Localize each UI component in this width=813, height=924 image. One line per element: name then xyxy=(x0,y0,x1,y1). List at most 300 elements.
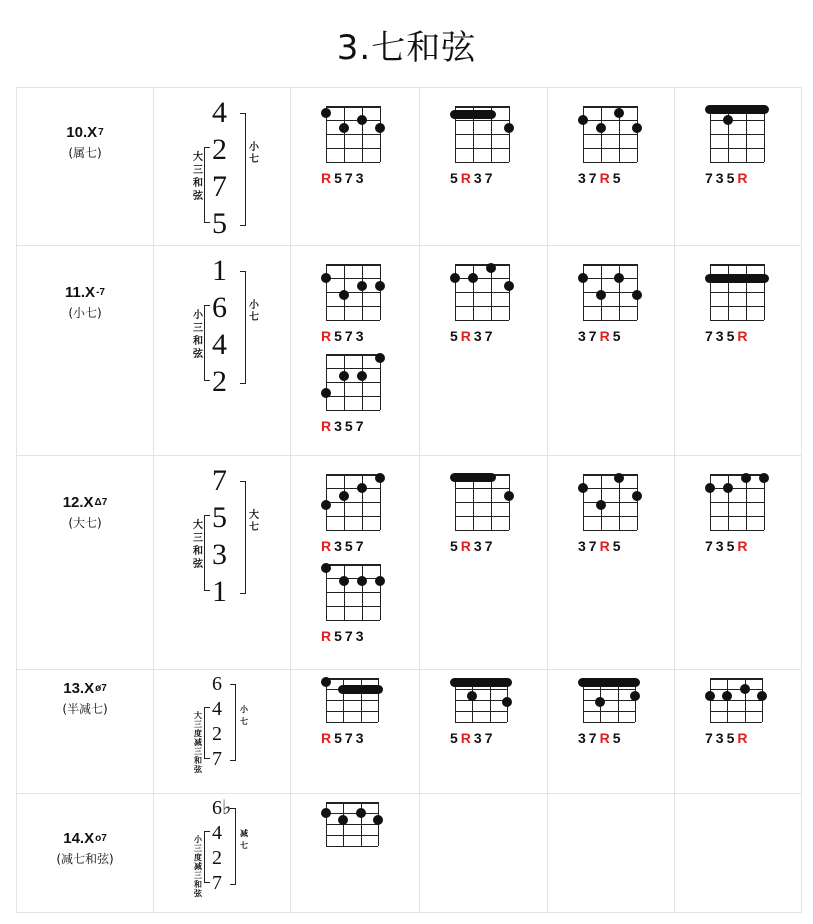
string-line xyxy=(764,106,765,162)
tone-label: R xyxy=(460,328,474,344)
finger-dot xyxy=(578,483,588,493)
finger-dot xyxy=(373,815,383,825)
chord-diagram xyxy=(321,802,383,876)
chord-chinese-name: (减七和弦) xyxy=(56,852,114,866)
tone-label: 7 xyxy=(344,328,356,344)
chord-diagram xyxy=(705,264,769,350)
chord-row xyxy=(17,794,802,913)
chord-name-cell xyxy=(17,456,154,670)
tone-label: R xyxy=(460,170,474,186)
tone-label: R xyxy=(599,170,613,186)
string-line xyxy=(380,264,381,320)
degree-number: 1 xyxy=(212,254,227,287)
finger-dot xyxy=(740,684,750,694)
chord-cell xyxy=(420,794,548,913)
tone-label: 7 xyxy=(588,328,600,344)
barre-marker xyxy=(450,473,496,482)
chord-chinese-name: (大七) xyxy=(68,516,102,530)
fret-line xyxy=(326,382,380,383)
finger-dot xyxy=(357,483,367,493)
finger-dot xyxy=(578,273,588,283)
chord-suffix: ø7 xyxy=(95,683,107,694)
tone-label: 7 xyxy=(588,730,600,746)
finger-dot xyxy=(321,563,331,573)
degree-cell xyxy=(154,456,291,670)
degree-number: 4 xyxy=(212,96,227,129)
tone-label: 5 xyxy=(344,418,356,434)
chord-suffix: o7 xyxy=(95,833,107,844)
finger-dot xyxy=(468,273,478,283)
degree-number: 7 xyxy=(212,748,222,770)
degree-cell xyxy=(154,670,291,794)
chord-tones xyxy=(321,730,367,746)
chord-chinese-name: (属七) xyxy=(68,146,102,160)
chord-symbol xyxy=(17,680,153,697)
finger-dot xyxy=(375,576,385,586)
chord-cell xyxy=(291,88,420,246)
fret-line xyxy=(583,700,635,701)
tone-label: 5 xyxy=(450,538,461,554)
fret-line xyxy=(455,502,509,503)
finger-dot xyxy=(596,123,606,133)
fret-line xyxy=(326,410,380,411)
finger-dot xyxy=(339,290,349,300)
nut-line xyxy=(326,802,378,804)
finger-dot xyxy=(632,290,642,300)
tone-label: 5 xyxy=(334,170,345,186)
page-title: 3.七和弦 xyxy=(336,28,477,68)
finger-dot xyxy=(321,808,331,818)
seventh-bracket xyxy=(230,684,236,761)
chord-tones xyxy=(450,170,496,186)
finger-dot xyxy=(357,281,367,291)
finger-dot xyxy=(357,115,367,125)
fret-line xyxy=(710,711,762,712)
triad-bracket xyxy=(204,515,210,591)
fret-line xyxy=(583,530,637,531)
fret-line xyxy=(326,711,378,712)
chord-tones xyxy=(321,328,367,344)
chord-chinese-name: (半减七) xyxy=(62,702,108,716)
chord-table xyxy=(16,87,802,913)
chord-cell xyxy=(675,794,802,913)
chord-name-cell xyxy=(17,670,154,794)
fret-line xyxy=(455,516,509,517)
fret-line xyxy=(326,578,380,579)
degree-cell xyxy=(154,246,291,456)
tone-label: 7 xyxy=(705,328,716,344)
finger-dot xyxy=(722,691,732,701)
tone-label: 3 xyxy=(334,418,345,434)
finger-dot xyxy=(723,483,733,493)
tone-label: 3 xyxy=(355,328,367,344)
finger-dot xyxy=(339,371,349,381)
tone-label: R xyxy=(737,328,751,344)
fret-line xyxy=(710,502,764,503)
barre-marker xyxy=(450,678,512,687)
fret-line xyxy=(326,396,380,397)
chord-tones xyxy=(321,628,367,644)
degree-cell xyxy=(154,794,291,913)
chord-label: 11.X xyxy=(65,284,96,301)
tone-label: 3 xyxy=(578,538,589,554)
degree-stack xyxy=(154,246,291,455)
chord-symbol xyxy=(17,494,153,511)
chord-name-cell xyxy=(17,246,154,456)
fret-line xyxy=(326,292,380,293)
fret-line xyxy=(583,320,637,321)
nut-line xyxy=(326,474,380,476)
chord-cell xyxy=(420,456,548,670)
tone-label: 3 xyxy=(578,328,589,344)
seventh-bracket xyxy=(240,481,246,594)
fret-line xyxy=(326,162,380,163)
finger-dot xyxy=(467,691,477,701)
finger-dot xyxy=(375,473,385,483)
barre-marker xyxy=(450,110,496,119)
chord-chinese-name: (小七) xyxy=(68,306,102,320)
chord-name xyxy=(17,680,153,717)
fret-line xyxy=(710,134,764,135)
chord-diagram xyxy=(450,474,514,560)
chord-cell xyxy=(675,670,802,794)
degree-number: 2 xyxy=(212,365,227,398)
fret-line xyxy=(326,134,380,135)
nut-line xyxy=(326,564,380,566)
seventh-bracket xyxy=(240,113,246,226)
fret-line xyxy=(583,120,637,121)
tone-label: R xyxy=(460,538,474,554)
finger-dot xyxy=(356,808,366,818)
tone-label: R xyxy=(737,730,751,746)
nut-line xyxy=(326,678,378,680)
triad-label: 大三和弦 xyxy=(193,520,203,570)
seventh-label: 减七 xyxy=(240,829,248,850)
chord-symbol xyxy=(17,124,153,141)
finger-dot xyxy=(321,677,331,687)
triad-bracket xyxy=(204,305,210,381)
finger-dot xyxy=(723,115,733,125)
fret-line xyxy=(583,148,637,149)
nut-line xyxy=(583,106,637,108)
string-line xyxy=(380,106,381,162)
chord-diagram xyxy=(321,354,385,440)
fret-line xyxy=(583,278,637,279)
fret-line xyxy=(326,502,380,503)
fret-line xyxy=(455,120,509,121)
tone-label: 5 xyxy=(450,730,461,746)
chord-label: 12.X xyxy=(62,494,94,511)
fret-line xyxy=(710,700,762,701)
fret-line xyxy=(455,711,507,712)
tone-label: 7 xyxy=(484,538,496,554)
string-line xyxy=(380,564,381,620)
tone-label: R xyxy=(321,418,335,434)
string-line xyxy=(637,474,638,530)
finger-dot xyxy=(614,108,624,118)
tone-label: 5 xyxy=(612,538,624,554)
chord-name xyxy=(17,494,153,531)
triad-label: 大三度减三和弦 xyxy=(194,711,202,774)
degree-number: 3 xyxy=(212,538,227,571)
fret-line xyxy=(710,320,764,321)
chord-suffix: 7 xyxy=(98,127,104,138)
chord-tones xyxy=(705,328,751,344)
finger-dot xyxy=(504,123,514,133)
barre-marker xyxy=(705,105,769,114)
chord-diagram xyxy=(705,106,769,192)
finger-dot xyxy=(614,273,624,283)
tone-label: 3 xyxy=(355,730,367,746)
degree-cell xyxy=(154,88,291,246)
fret-line xyxy=(455,722,507,723)
tone-label: 3 xyxy=(473,170,485,186)
tone-label: R xyxy=(321,328,335,344)
seventh-label: 小七 xyxy=(249,142,259,166)
string-line xyxy=(509,474,510,530)
tone-label: 3 xyxy=(715,730,727,746)
chord-diagram xyxy=(450,264,514,350)
tone-label: R xyxy=(321,170,335,186)
fret-line xyxy=(583,162,637,163)
nut-line xyxy=(455,264,509,266)
finger-dot xyxy=(596,500,606,510)
degree-number: 2 xyxy=(212,133,227,166)
fret-line xyxy=(710,689,762,690)
finger-dot xyxy=(321,273,331,283)
finger-dot xyxy=(632,491,642,501)
nut-line xyxy=(710,264,764,266)
chord-cell xyxy=(548,794,675,913)
chord-suffix: -7 xyxy=(96,287,105,298)
tone-label: 5 xyxy=(334,328,345,344)
nut-line xyxy=(583,474,637,476)
fret-line xyxy=(583,722,635,723)
finger-dot xyxy=(757,691,767,701)
degree-number: 5 xyxy=(212,501,227,534)
tone-label: 3 xyxy=(355,170,367,186)
fret-line xyxy=(710,162,764,163)
fret-line xyxy=(326,516,380,517)
nut-line xyxy=(583,264,637,266)
chord-cell xyxy=(420,88,548,246)
fret-line xyxy=(710,722,762,723)
fret-line xyxy=(326,606,380,607)
fret-line xyxy=(710,120,764,121)
tone-label: 7 xyxy=(588,538,600,554)
finger-dot xyxy=(630,691,640,701)
degree-number: 7 xyxy=(212,872,222,894)
chord-name xyxy=(17,284,153,321)
fret-line xyxy=(583,502,637,503)
tone-label: 3 xyxy=(473,328,485,344)
chord-tones xyxy=(705,730,751,746)
tone-label: 5 xyxy=(726,328,738,344)
chord-cell xyxy=(548,246,675,456)
fret-line xyxy=(710,488,764,489)
tone-label: 5 xyxy=(612,730,624,746)
finger-dot xyxy=(375,353,385,363)
chord-tones xyxy=(705,538,751,554)
barre-marker xyxy=(578,678,640,687)
chord-tones xyxy=(578,538,624,554)
finger-dot xyxy=(357,576,367,586)
tone-label: 5 xyxy=(334,730,345,746)
fret-line xyxy=(710,516,764,517)
fret-line xyxy=(710,292,764,293)
finger-dot xyxy=(504,491,514,501)
fret-line xyxy=(326,306,380,307)
fret-line xyxy=(455,689,507,690)
fret-line xyxy=(455,306,509,307)
finger-dot xyxy=(502,697,512,707)
chord-diagram xyxy=(321,106,385,192)
nut-line xyxy=(455,106,509,108)
string-line xyxy=(764,264,765,320)
degree-number: 6♭ xyxy=(212,797,232,819)
finger-dot xyxy=(741,473,751,483)
fret-line xyxy=(326,835,378,836)
chord-name-cell xyxy=(17,88,154,246)
finger-dot xyxy=(321,108,331,118)
finger-dot xyxy=(339,491,349,501)
tone-label: 5 xyxy=(344,538,356,554)
degree-number: 4 xyxy=(212,328,227,361)
fret-line xyxy=(326,488,380,489)
seventh-bracket xyxy=(240,271,246,384)
tone-label: 7 xyxy=(705,170,716,186)
chord-cell xyxy=(548,670,675,794)
tone-label: R xyxy=(321,730,335,746)
triad-bracket xyxy=(204,831,210,883)
tone-label: R xyxy=(599,328,613,344)
chord-tones xyxy=(450,730,496,746)
nut-line xyxy=(326,354,380,356)
chord-label: 13.X xyxy=(63,680,95,697)
degree-number: 7 xyxy=(212,170,227,203)
fret-line xyxy=(455,292,509,293)
fret-line xyxy=(455,278,509,279)
fret-line xyxy=(326,846,378,847)
tone-label: R xyxy=(737,538,751,554)
fret-line xyxy=(455,162,509,163)
degree-number: 7 xyxy=(212,464,227,497)
chord-row xyxy=(17,246,802,456)
finger-dot xyxy=(339,576,349,586)
chord-tones xyxy=(578,730,624,746)
tone-label: R xyxy=(460,730,474,746)
triad-label: 小三度减三和弦 xyxy=(194,835,202,898)
fret-line xyxy=(583,488,637,489)
chord-cell xyxy=(291,246,420,456)
tone-label: 5 xyxy=(612,328,624,344)
tone-label: 5 xyxy=(726,538,738,554)
chord-diagram xyxy=(578,474,642,560)
tone-label: 5 xyxy=(726,170,738,186)
tone-label: 3 xyxy=(473,730,485,746)
finger-dot xyxy=(595,697,605,707)
chord-diagram xyxy=(578,264,642,350)
tone-label: 7 xyxy=(344,170,356,186)
finger-dot xyxy=(450,273,460,283)
tone-label: 5 xyxy=(450,170,461,186)
chord-cell xyxy=(675,246,802,456)
chord-tones xyxy=(321,418,367,434)
chord-diagram xyxy=(705,474,769,560)
finger-dot xyxy=(705,483,715,493)
finger-dot xyxy=(357,371,367,381)
fret-line xyxy=(455,148,509,149)
chord-tones xyxy=(705,170,751,186)
nut-line xyxy=(326,264,380,266)
degree-number: 4 xyxy=(212,698,222,720)
chord-suffix: Δ7 xyxy=(94,497,108,508)
triad-label: 大三和弦 xyxy=(193,152,203,202)
string-line xyxy=(509,264,510,320)
finger-dot xyxy=(759,473,769,483)
tone-label: 7 xyxy=(355,418,367,434)
tone-label: 7 xyxy=(588,170,600,186)
chord-diagram xyxy=(450,678,512,752)
barre-marker xyxy=(338,685,383,694)
fret-line xyxy=(455,488,509,489)
degree-stack xyxy=(154,88,291,245)
chord-row xyxy=(17,670,802,794)
fret-line xyxy=(455,530,509,531)
degree-number: 2 xyxy=(212,723,222,745)
chord-diagram xyxy=(321,474,385,560)
chord-tones xyxy=(578,170,624,186)
chord-diagram xyxy=(705,678,767,752)
fret-line xyxy=(326,120,380,121)
fret-line xyxy=(455,700,507,701)
tone-label: 3 xyxy=(715,538,727,554)
finger-dot xyxy=(375,123,385,133)
fret-line xyxy=(455,134,509,135)
finger-dot xyxy=(504,281,514,291)
tone-label: 7 xyxy=(344,628,356,644)
chord-diagram xyxy=(321,264,385,350)
chord-symbol xyxy=(17,830,153,847)
chord-diagram xyxy=(578,106,642,192)
chord-cell xyxy=(291,794,420,913)
tone-label: 7 xyxy=(484,170,496,186)
fret-line xyxy=(710,530,764,531)
chord-row xyxy=(17,88,802,246)
nut-line xyxy=(710,474,764,476)
finger-dot xyxy=(321,500,331,510)
tone-label: 5 xyxy=(334,628,345,644)
chord-cell xyxy=(548,456,675,670)
fret-line xyxy=(326,722,378,723)
chord-cell xyxy=(675,88,802,246)
degree-stack xyxy=(154,456,291,669)
tone-label: 7 xyxy=(705,538,716,554)
chord-tones xyxy=(578,328,624,344)
finger-dot xyxy=(705,691,715,701)
fret-line xyxy=(326,700,378,701)
nut-line xyxy=(710,678,762,680)
chord-label: 14.X xyxy=(63,830,95,847)
tone-label: 3 xyxy=(473,538,485,554)
chord-tones xyxy=(450,538,496,554)
fret-line xyxy=(326,278,380,279)
chord-cell xyxy=(420,670,548,794)
degree-number: 2 xyxy=(212,847,222,869)
degree-number: 5 xyxy=(212,207,227,240)
triad-bracket xyxy=(204,147,210,223)
tone-label: 7 xyxy=(705,730,716,746)
